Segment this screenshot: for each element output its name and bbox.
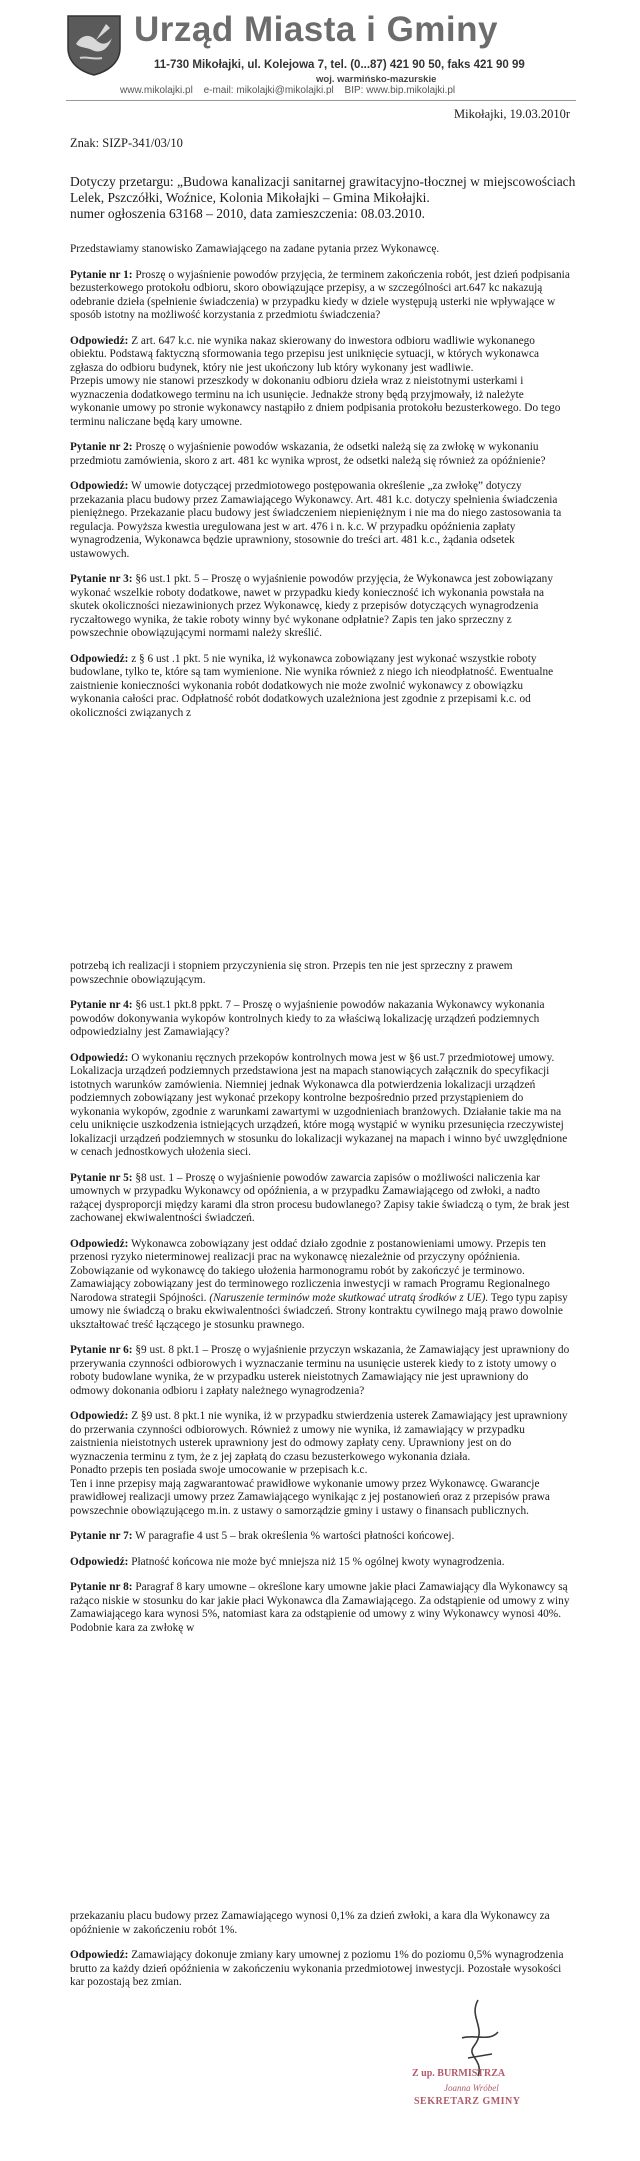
- question-label: Pytanie nr 6:: [70, 1344, 133, 1356]
- answer-text: O wykonaniu ręcznych przekopów kontrolnych mowa jest w §6 ust.7 przedmiotowej umowy. Lokalizacja urządzeń podziemnych przedstawiona jest na mapach stanowiących załącznik do specyfikacji istotnych warunków zamówienia. Niemniej jednak Wykonawca dla potwierdzenia lokalizacji urządzeń podziemnych zobowiązany jest wykonać przekopy kontrolne bezpośrednio przed przystąpieniem do wykonania wykopów, zgodnie z warunkami zawartymi w uzgodnieniach branżowych. Działanie takie ma na celu uniknięcie uszkodzenia istniejących urządzeń, które mogą wystąpić w wyniku przesunięcia rzeczywistej lokalizacji urządzeń podziemnych w stosunku do lokalizacji wykazanej na mapach i winno być uwzględnione w cenach jednostkowych ułożenia sieci.: [70, 1051, 568, 1158]
- tender-subject: [70, 174, 580, 222]
- reference-number: Znak: SIZP-341/03/10: [70, 136, 183, 150]
- letterhead-contacts: [120, 85, 463, 96]
- answer-label: Odpowiedź:: [70, 1051, 129, 1064]
- answer-text: z § 6 ust .1 pkt. 5 nie wynika, iż wykonawca zobowiązany jest wykonać wszystkie roboty budowlane, tylko te, które są tam wymienione. Nie wynika również z niego ich nieodpłatność. Ewentualne zaistnienie konieczności wykonania robót dodatkowych nie może zwolnić wykonawcy z obowiązku wykonania całości prac. Odpłatność robót dodatkowych uzależniona jest zgodnie z przepisami k.c. od okoliczności związanych z: [70, 652, 554, 719]
- answer-label: Odpowiedź:: [70, 480, 129, 492]
- answer-text: Wykonawca zobowiązany jest oddać działo zgodnie z postanowieniami umowy. Przepis ten przenosi ryzyko nieterminowej realizacji prac na wykonawcę niezależnie od przyczyny opóźnienia. Zobowiązanie od wykonawcę do takiego ułożenia harmonogramu robót by zakończyć je terminowo. Zamawiający zobowiązany jest do terminowego rozliczenia inwestycji w ramach Programu Regionalnego Narodowa strategii Spójności.: [70, 1237, 550, 1304]
- question-text: §6 ust.1 pkt. 5 – Proszę o wyjaśnienie powodów przyjęcia, że Wykonawca jest zobowiązany wykonać wszelkie roboty dodatkowe, nawet w przypadku kiedy konieczność ich wykonania powstała na skutek okoliczności niezawinionych przez Wykonawcę, kiedy z przepisów dotyczących wynagrodzenia ryczałtowego wynika, że takie roboty winny być wykonane odpłatnie? Zapis ten jako sprzeczny z powszechnie obowiązującymi normami należy skreślić.: [70, 573, 553, 639]
- answer-5: [70, 1238, 570, 1333]
- question-3: [70, 573, 570, 641]
- page-block-3: [70, 1910, 570, 2002]
- question-text: §9 ust. 8 pkt.1 – Proszę o wyjaśnienie przyczyn wskazania, że Zamawiający jest uprawniony do przerywania czynności odbiorowych i wyznaczanie terminu na usunięcie usterek kiedy to z istoty umowy o roboty budowlane wynika, że w przypadku usterek nieistotnych Zamawiający nie jest uprawniony do odmowy dokonania odbioru i zapłaty należnego wynagrodzenia?: [70, 1344, 570, 1397]
- stamp-line-2: Joanna Wróbel: [444, 2083, 499, 2093]
- page-block-2: [70, 960, 570, 1647]
- question-label: Pytanie nr 4:: [70, 999, 133, 1011]
- signature-stamp: [404, 2068, 574, 2148]
- question-label: Pytanie nr 2:: [70, 441, 133, 453]
- tender-title: Dotyczy przetargu: „Budowa kanalizacji sanitarnej grawitacyjno-tłocznej w miejscowościach Lelek, Pszczółki, Woźnice, Kolonia Mikołajki – Gmina Mikołajki.: [70, 174, 576, 205]
- question-4: [70, 999, 570, 1040]
- question-text: Proszę o wyjaśnienie powodów wskazania, że odsetki należą się za zwłokę w wykonaniu przedmiotu zamówienia, skoro z art. 481 kc wynika wprost, że odsetki należą się również za opóźnienie?: [70, 441, 546, 467]
- answer-text: Zamawiający dokonuje zmiany kary umownej z poziomu 1% do poziomu 0,5% wynagrodzenia brutto za każdy dzień opóźnienia w zakończeniu wykonania przedmiotowej inwestycji. Pozostałe wysokości kar pozostają bez zmian.: [70, 1949, 564, 1988]
- question-text: Paragraf 8 kary umowne – określone kary umowne jakie płaci Zamawiający dla Wykonawcy są rażąco niskie w stosunku do kar jakie płaci Wykonawca dla Zamawiającego. Za odstąpienie od umowy z winy Zamawiającego kara wynosi 5%, natomiast kara za odstąpienie od umowy z winy Wykonawcy wynosi 40%. Podobnie kara za zwłokę w: [70, 1581, 570, 1634]
- answer-1-continued: Przepis umowy nie stanowi przeszkody w dokonaniu odbioru dzieła wraz z nieistotnymi usterkami i wyznaczenia dodatkowego terminu na ich usunięcie. Jednakże strony będą przyjmowały, iż należyte wykonanie umowy po stronie wykonawcy nastąpiło z dniem podpisania protokołu bezusterkowego. Do tego terminu naliczane będą kary umowne.: [70, 375, 561, 428]
- question-text: Proszę o wyjaśnienie powodów przyjęcia, że terminem zakończenia robót, jest dzień podpisania bezusterkowego protokołu odbioru, skoro obowiązujące przepisy, a w szczególności art.647 kc nakazują odebranie dzieła (spełnienie świadczenia) w przypadku kiedy w dziele występują usterki nie wpływające w sposób istotny na możliwość korzystania z przedmiotu świadczenia?: [70, 268, 570, 321]
- question-text: W paragrafie 4 ust 5 – brak określenia % wartości płatności końcowej.: [132, 1530, 455, 1542]
- answer-6: [70, 1410, 570, 1464]
- question-label: Pytanie nr 3:: [70, 573, 133, 585]
- question-label: Pytanie nr 5:: [70, 1171, 133, 1184]
- answer-3-continued: potrzebą ich realizacji i stopniem przyczynienia się stron. Przepis ten nie jest sprzeczny z prawem powszechnie obowiązującym.: [70, 960, 513, 986]
- letterhead-title: Urząd Miasta i Gminy: [134, 10, 498, 49]
- question-2: [70, 441, 570, 468]
- stamp-line-1: Z up. BURMISTRZA: [412, 2068, 506, 2079]
- answer-text: W umowie dotyczącej przedmiotowego postępowania określenie „za zwłokę” dotyczy przekazania placu budowy przez Zamawiającego Wykonawcy. Art. 481 k.c. dotyczy spełnienia świadczenia pieniężnego. Przekazanie placu budowy jest świadczeniem niepieniężnym i nie ma do niego zastosowania ta regulacja. Powyższa kwestia uregulowana jest w art. 476 i n. k.c. W przypadku opóźnienia zapłaty wynagrodzenia, Wykonawca będzie uprawniony, stosownie do treści art. 481 k.c., żądania odsetek ustawowych.: [70, 480, 562, 560]
- answer-text: Płatność końcowa nie może być mniejsza niż 15 % ogólnej kwoty wynagrodzenia.: [128, 1555, 505, 1568]
- coat-of-arms-icon: [66, 14, 122, 76]
- answer-label: Odpowiedź:: [70, 1555, 129, 1568]
- question-text: §6 ust.1 pkt.8 ppkt. 7 – Proszę o wyjaśnienie powodów nakazania Wykonawcy wykonania powodów dokonywania wykopów kontrolnych kiedy to za właściwą lokalizację urządzeń podziemnych odpowiedzialny jest Zamawiający?: [70, 999, 545, 1038]
- answer-4: [70, 1052, 570, 1160]
- letterhead-address: 11-730 Mikołajki, ul. Kolejowa 7, tel. (0...87) 421 90 50, faks 421 90 99: [154, 59, 525, 71]
- place-date: Mikołajki, 19.03.2010r: [454, 107, 570, 121]
- answer-1: [70, 335, 570, 376]
- tender-notice: numer ogłoszenia 63168 – 2010, data zamieszczenia: 08.03.2010.: [70, 206, 426, 221]
- intro-text: Przedstawiamy stanowisko Zamawiającego na zadane pytania przez Wykonawcę.: [70, 243, 440, 255]
- answer-6-continued: Ponadto przepis ten posiada swoje umocowanie w przepisach k.c.: [70, 1464, 368, 1476]
- answer-label: Odpowiedź:: [70, 334, 129, 347]
- answer-label: Odpowiedź:: [70, 1949, 129, 1961]
- answer-text: Z §9 ust. 8 pkt.1 nie wynika, iż w przypadku stwierdzenia usterek Zamawiający jest uprawniony do przerwania czynności odbiorowych. Również z umowy nie wynika, iż zamawiający w przypadku zaistnienia nieistotnych usterek uprawniony jest do odmowy zapłaty ceny. Uprawniony jest on do wyznaczenia terminu z tym, że z jej zapłatą do czasu bezusterkowego wykonania działa.: [70, 1410, 568, 1463]
- answer-label: Odpowiedź:: [70, 652, 129, 665]
- question-7: [70, 1530, 570, 1544]
- answer-italic-note: (Naruszenie terminów może skutkować utratą środków z UE).: [209, 1291, 489, 1304]
- answer-text: Z art. 647 k.c. nie wynika nakaz skierowany do inwestora odbioru wadliwie wykonanego obiektu. Podstawą faktyczną sformowania tego przepisu jest uniknięcie sytuacji, w których wykonawca zgłasza do odbioru budynek, który nie jest ukończony lub który wykonany jest wadliwie.: [70, 334, 539, 374]
- question-8: [70, 1581, 570, 1635]
- letterhead-bip: BIP: www.bip.mikolajki.pl: [344, 85, 456, 96]
- answer-text-end: Tego typu zapisy umowy nie świadczą o braku ekwiwalentności świadczeń. Strony kontraktu cywilnego mają prawo dowolnie ukształtować treść łączącego je stosunku prawnego.: [70, 1291, 568, 1331]
- question-label: Pytanie nr 7:: [70, 1530, 133, 1542]
- answer-8: [70, 1949, 570, 1990]
- answer-label: Odpowiedź:: [70, 1410, 129, 1422]
- answer-7: [70, 1556, 570, 1570]
- letterhead-email: e-mail: mikolajki@mikolajki.pl: [203, 85, 334, 96]
- question-1: [70, 269, 570, 323]
- letterhead-divider: [66, 100, 576, 101]
- question-label: Pytanie nr 8:: [70, 1581, 133, 1593]
- page-block-1: [70, 243, 570, 732]
- question-6: [70, 1344, 570, 1398]
- question-text: §8 ust. 1 – Proszę o wyjaśnienie powodów zawarcia zapisów o możliwości naliczenia kar umownych w przypadku Wykonawcy od opóźnienia, a w przypadku Zamawiającego od zwłoki, a nadto rażącej dysproporcji między karami dla stron procesu budowlanego? Zapisy takie świadczą o tym, że brak jest zachowanej ekwiwalentności świadczeń.: [70, 1171, 570, 1224]
- answer-6-continued-2: Ten i inne przepisy mają zagwarantować prawidłowe wykonanie umowy przez Wykonawcę. Gwarancje prawidłowej realizacji umowy przez Zamawiającego wynikając z jej postanowień oraz z przepisów prawa powszechnie obowiązującego m.in. z ustawy o samorządzie gminy i ustawy o finansach publicznych.: [70, 1477, 550, 1517]
- stamp-line-3: SEKRETARZ GMINY: [414, 2096, 521, 2107]
- letterhead: [66, 10, 576, 96]
- letterhead-website: www.mikolajki.pl: [120, 85, 193, 96]
- answer-label: Odpowiedź:: [70, 1237, 129, 1250]
- question-8-continued: przekazaniu placu budowy przez Zamawiającego wynosi 0,1% za dzień zwłoki, a kara dla Wykonawcy za opóźnienie w zakończeniu robót 1%.: [70, 1910, 550, 1936]
- question-5: [70, 1172, 570, 1226]
- letterhead-region: woj. warmińsko-mazurskie: [316, 74, 437, 85]
- question-label: Pytanie nr 1:: [70, 268, 133, 281]
- answer-3: [70, 653, 570, 721]
- answer-2: [70, 480, 570, 561]
